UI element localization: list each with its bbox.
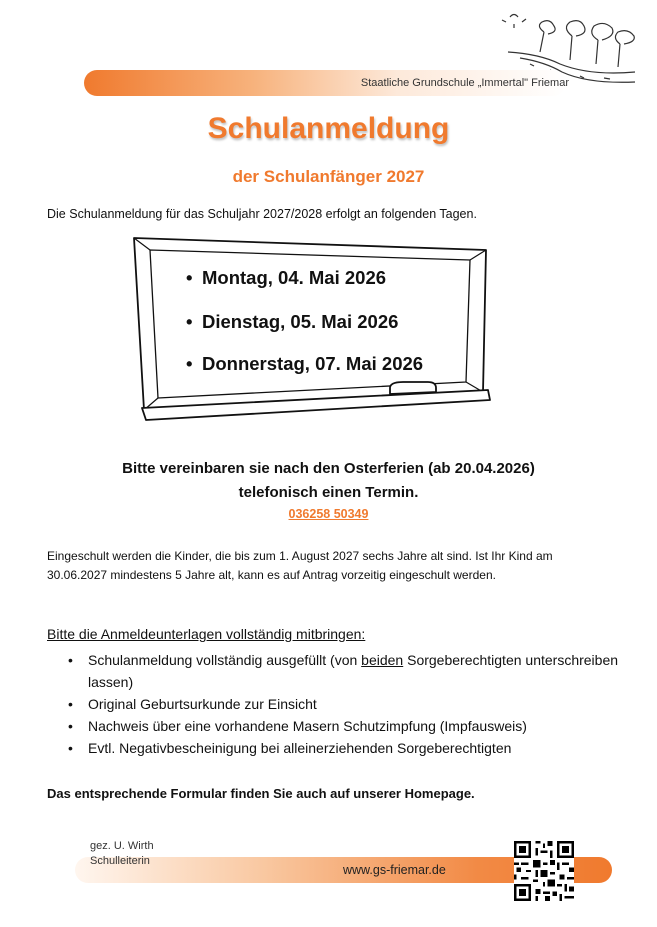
page-subtitle: der Schulanfänger 2027 [232, 167, 425, 186]
signature-role: Schulleiterin [90, 855, 150, 867]
date-label: Montag, 04. Mai 2026 [202, 267, 387, 288]
intro-text: Die Schulanmeldung für das Schuljahr 2027/2028 erfolgt an folgenden Tagen. [47, 207, 477, 221]
list-item: • Nachweis über eine vorhandene Masern Schutzimpfung (Impfausweis) [62, 715, 622, 737]
signature-name: gez. U. Wirth [90, 840, 154, 852]
list-item: • Original Geburtsurkunde zur Einsicht [62, 693, 622, 715]
date-label: Dienstag, 05. Mai 2026 [202, 311, 399, 332]
list-item-emphasis: beiden [361, 652, 404, 668]
signature [90, 839, 154, 869]
list-item: • Evtl. Negativbescheinigung bei alleinerziehenden Sorgeberechtigten [62, 737, 622, 759]
school-name: Staatliche Grundschule „Immertal" Friemar [360, 77, 569, 89]
date-item: • Montag, 04. Mai 2026 [186, 267, 387, 288]
list-item [62, 649, 622, 693]
date-item: • Donnerstag, 07. Mai 2026 [186, 353, 424, 374]
list-item-text: Schulanmeldung vollständig ausgefüllt (von [88, 652, 362, 668]
enrollment-info: Eingeschult werden die Kinder, die bis zum 1. August 2027 sechs Jahre alt sind. Ist Ihr Kind am 30.06.2027 mindestens 5 Jahre alt, kann es auf Antrag vorzeitig eingeschult werden. [47, 549, 553, 582]
documents-list [62, 649, 622, 759]
website-link[interactable]: www.gs-friemar.de [343, 863, 446, 877]
documents-heading: Bitte die Anmeldeunterlagen vollständig mitbringen: [47, 626, 366, 642]
qr-code-icon[interactable] [514, 841, 574, 901]
homepage-note: Das entsprechende Formular finden Sie auch auf unserer Homepage. [47, 786, 475, 801]
date-label: Donnerstag, 07. Mai 2026 [202, 353, 424, 374]
phone-link[interactable]: 036258 50349 [288, 507, 369, 521]
appointment-line2: telefonisch einen Termin. [238, 484, 419, 501]
date-item: • Dienstag, 05. Mai 2026 [186, 311, 399, 332]
list-item-text: Sorgeberechtigten unterschreiben lassen) [88, 652, 619, 690]
appointment-line1: Bitte vereinbaren sie nach den Osterferien (ab 20.04.2026) [122, 460, 535, 477]
page-title: Schulanmeldung [207, 112, 450, 145]
